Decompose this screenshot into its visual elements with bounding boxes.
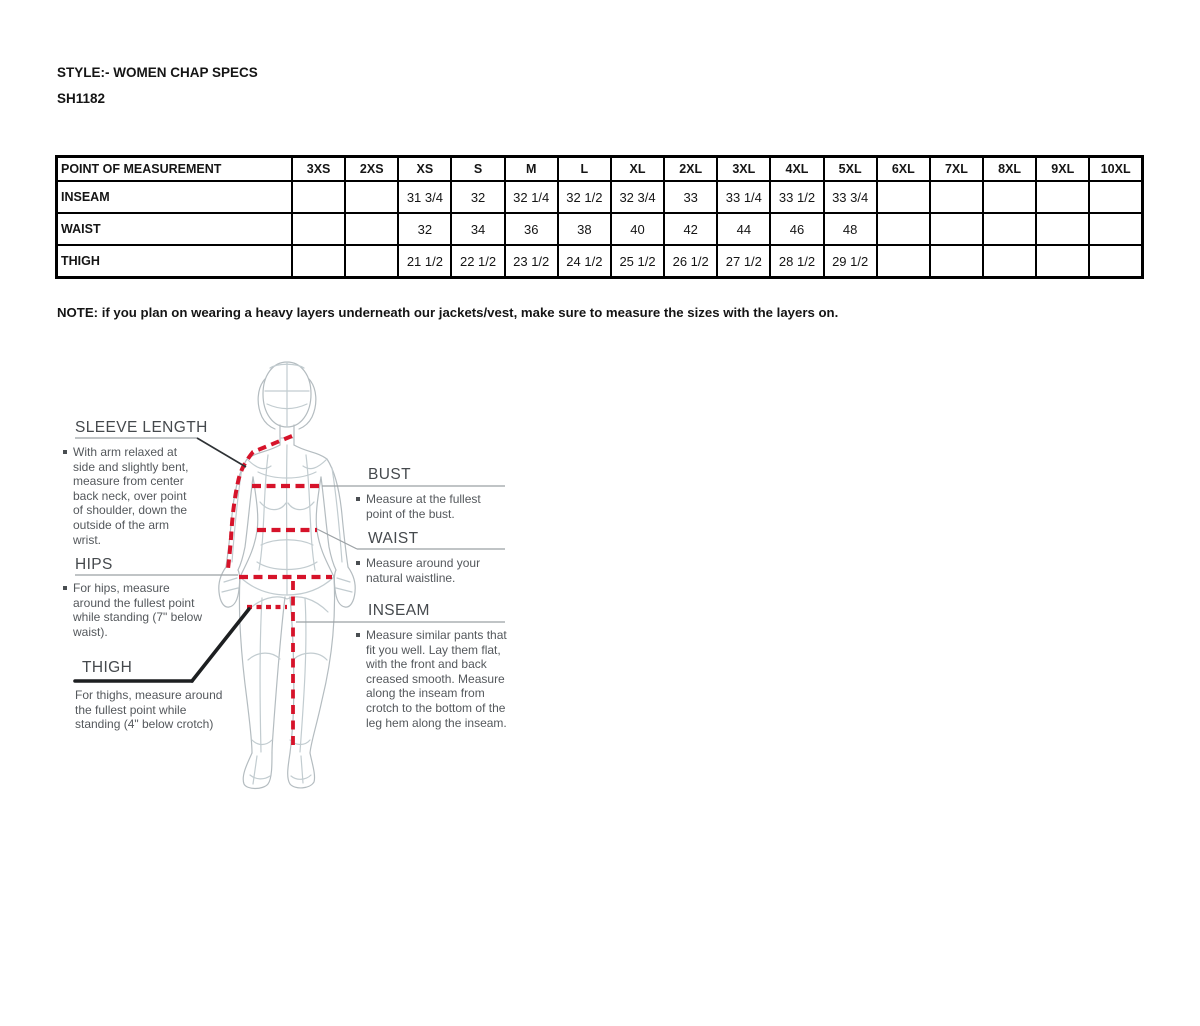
- size-value-cell: 25 1/2: [611, 245, 664, 278]
- hips-heading: HIPS: [75, 556, 113, 573]
- note-text: NOTE: if you plan on wearing a heavy layers underneath our jackets/vest, make sure to measure the sizes with the layers on.: [57, 305, 839, 320]
- inseam-heading: INSEAM: [368, 602, 430, 619]
- bullet-icon: [356, 497, 360, 501]
- measurement-row-label: THIGH: [57, 245, 293, 278]
- size-col-header: 3XS: [292, 157, 345, 182]
- size-value-cell: 26 1/2: [664, 245, 717, 278]
- size-value-cell: 48: [824, 213, 877, 245]
- size-col-header: 3XL: [717, 157, 770, 182]
- sleeve-length-heading: SLEEVE LENGTH: [75, 419, 208, 436]
- size-col-header: 2XS: [345, 157, 398, 182]
- size-value-cell: 32: [398, 213, 451, 245]
- waist-heading: WAIST: [368, 530, 419, 547]
- size-value-cell: 32 1/4: [505, 181, 558, 213]
- size-value-cell: 34: [451, 213, 504, 245]
- size-col-header: L: [558, 157, 611, 182]
- size-col-header: 8XL: [983, 157, 1036, 182]
- bust-description: Measure at the fullest point of the bust.: [356, 492, 496, 521]
- size-col-header: M: [505, 157, 558, 182]
- size-value-cell: 33 1/4: [717, 181, 770, 213]
- measurement-row-label: INSEAM: [57, 181, 293, 213]
- hips-description: For hips, measure around the fullest point while standing (7" below waist).: [63, 581, 205, 639]
- size-value-cell: 40: [611, 213, 664, 245]
- inseam-description: Measure similar pants that fit you well. Lay them flat, with the front and back creased smooth. Measure along the inseam from crotch to the bottom of the leg hem along the inseam.: [356, 628, 514, 730]
- size-value-cell: 44: [717, 213, 770, 245]
- size-value-cell: 31 3/4: [398, 181, 451, 213]
- size-value-cell: 38: [558, 213, 611, 245]
- bullet-icon: [356, 561, 360, 565]
- bust-heading: BUST: [368, 466, 411, 483]
- measurement-row-label: WAIST: [57, 213, 293, 245]
- thigh-heading: THIGH: [82, 659, 133, 676]
- size-col-header: 7XL: [930, 157, 983, 182]
- size-value-cell: 22 1/2: [451, 245, 504, 278]
- size-value-cell: 32: [451, 181, 504, 213]
- size-value-cell: 27 1/2: [717, 245, 770, 278]
- sleeve-length-description: With arm relaxed at side and slightly bent, measure from center back neck, over point of shoulder, down the outside of the arm wrist.: [63, 445, 199, 547]
- waist-description: Measure around your natural waistline.: [356, 556, 496, 585]
- size-col-header: 5XL: [824, 157, 877, 182]
- size-value-cell: 29 1/2: [824, 245, 877, 278]
- size-value-cell: 24 1/2: [558, 245, 611, 278]
- size-value-cell: 28 1/2: [770, 245, 823, 278]
- size-value-cell: 33: [664, 181, 717, 213]
- thigh-description: For thighs, measure around the fullest point while standing (4" below crotch): [75, 688, 223, 732]
- size-col-header: 9XL: [1036, 157, 1089, 182]
- size-value-cell: 36: [505, 213, 558, 245]
- size-col-header: S: [451, 157, 504, 182]
- size-col-header: XL: [611, 157, 664, 182]
- page-title: STYLE:- WOMEN CHAP SPECS: [57, 65, 258, 80]
- size-value-cell: 23 1/2: [505, 245, 558, 278]
- waist-leader: [317, 529, 357, 549]
- bullet-icon: [63, 450, 67, 454]
- bullet-icon: [356, 633, 360, 637]
- size-col-header: 10XL: [1089, 157, 1142, 182]
- size-col-header: XS: [398, 157, 451, 182]
- size-value-cell: 42: [664, 213, 717, 245]
- corner-header: POINT OF MEASUREMENT: [57, 157, 293, 182]
- sleeve-length-leader: [197, 438, 246, 467]
- size-value-cell: 33 1/2: [770, 181, 823, 213]
- size-value-cell: 46: [770, 213, 823, 245]
- measure-lines: [228, 436, 332, 750]
- bullet-icon: [63, 586, 67, 590]
- size-col-header: 4XL: [770, 157, 823, 182]
- size-col-header: 2XL: [664, 157, 717, 182]
- size-value-cell: 32 1/2: [558, 181, 611, 213]
- size-value-cell: 32 3/4: [611, 181, 664, 213]
- size-col-header: 6XL: [877, 157, 930, 182]
- size-value-cell: 21 1/2: [398, 245, 451, 278]
- size-value-cell: 33 3/4: [824, 181, 877, 213]
- style-code: SH1182: [57, 91, 106, 106]
